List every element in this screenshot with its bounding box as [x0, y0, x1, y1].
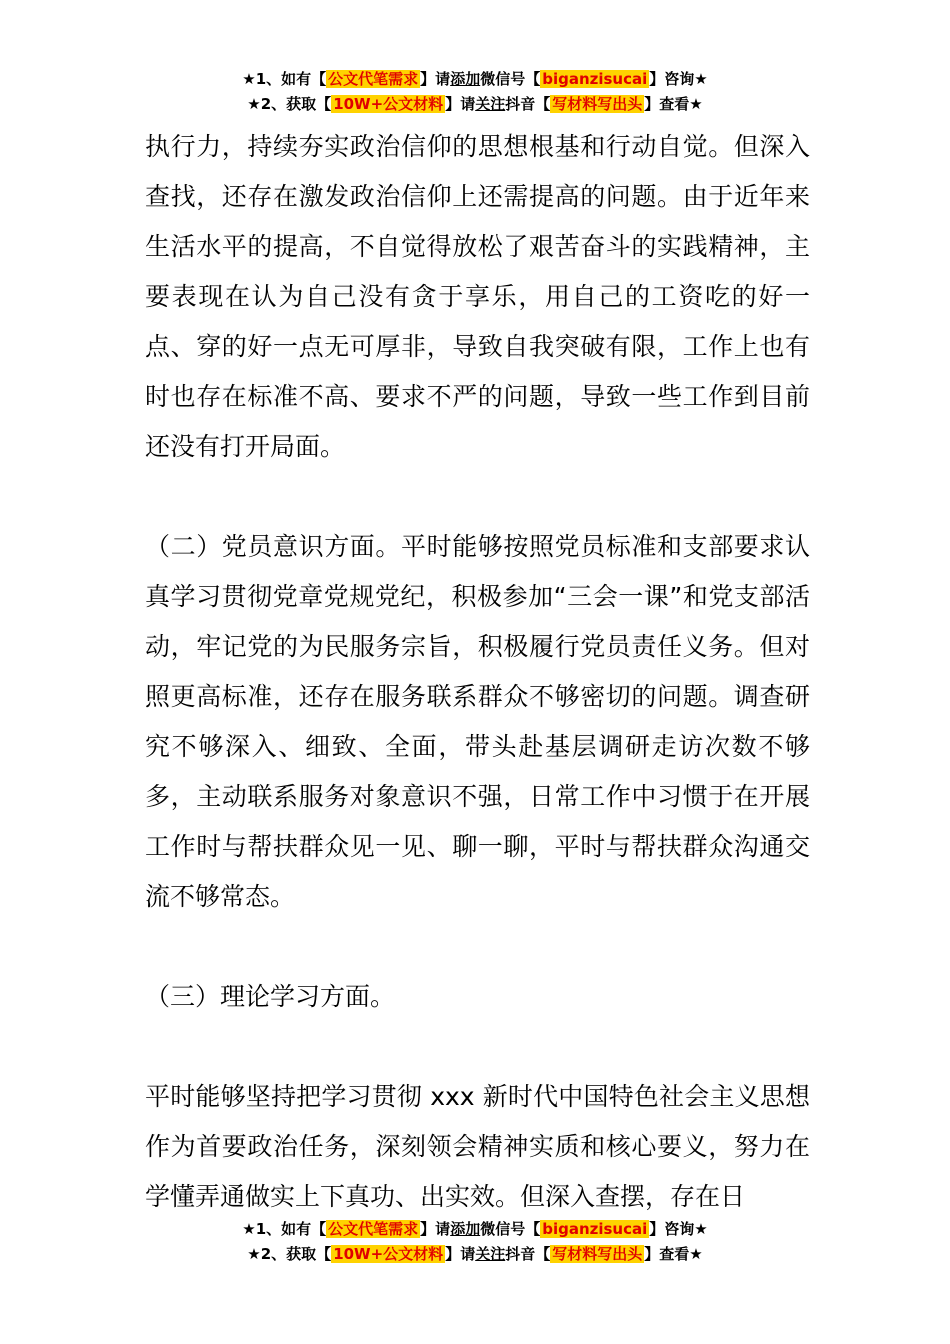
paragraph-gap	[145, 922, 810, 972]
banner-text: ★2、获取【	[247, 1245, 332, 1263]
banner-line-1	[0, 1217, 950, 1242]
banner-text: 】查看★	[644, 1245, 703, 1263]
highlight-service: 公文代笔需求	[328, 70, 419, 88]
banner-text: ★1、如有【	[242, 70, 327, 88]
section-heading-theory-study: （三）理论学习方面。	[145, 982, 396, 1011]
banner-text: 】请	[445, 1245, 476, 1263]
banner-text: 】请	[445, 95, 476, 113]
banner-text: 】咨询★	[649, 1220, 708, 1238]
highlight-materials: 10W+公文材料	[333, 95, 444, 113]
paragraph-theory-study: 平时能够坚持把学习贯彻 xxx 新时代中国特色社会主义思想作为首要政治任务，深刻领会精神实质和核心要义，努力在学懂弄通做实上下真功、出实效。但深入查摆，存在日	[145, 1082, 810, 1211]
banner-line-1	[0, 67, 950, 92]
paragraph-gap	[145, 472, 810, 522]
banner-text: ★1、如有【	[242, 1220, 327, 1238]
paragraph-political-belief: 执行力，持续夯实政治信仰的思想根基和行动自觉。但深入查找，还存在激发政治信仰上还需提高的问题。由于近年来生活水平的提高，不自觉得放松了艰苦奋斗的实践精神，主要表现在认为自己没有贪于享乐，用自己的工资吃的好一点、穿的好一点无可厚非，导致自我突破有限，工作上也有时也存在标准不高、要求不严的问题，导致一些工作到目前还没有打开局面。	[145, 132, 810, 461]
footer-banner	[0, 1217, 950, 1267]
banner-text: 微信号【	[480, 70, 541, 88]
highlight-wechat-id: biganzisucai	[542, 70, 648, 88]
banner-text: 抖音【	[505, 1245, 551, 1263]
banner-text: 】咨询★	[649, 70, 708, 88]
highlight-service: 公文代笔需求	[328, 1220, 419, 1238]
highlight-wechat-id: biganzisucai	[542, 1220, 648, 1238]
banner-text: 抖音【	[505, 95, 551, 113]
highlight-douyin-account: 写材料写出头	[552, 95, 643, 113]
header-banner	[0, 67, 950, 117]
paragraph-gap	[145, 1022, 810, 1072]
banner-line-2	[0, 92, 950, 117]
banner-line-2	[0, 1242, 950, 1267]
banner-text: 】查看★	[644, 95, 703, 113]
banner-text: ★2、获取【	[247, 95, 332, 113]
highlight-douyin-account: 写材料写出头	[552, 1245, 643, 1263]
highlight-materials: 10W+公文材料	[333, 1245, 444, 1263]
banner-underlined-text: 关注	[475, 1245, 506, 1263]
banner-text: 】请	[420, 70, 451, 88]
banner-underlined-text: 添加	[450, 1220, 481, 1238]
document-body	[145, 122, 810, 1222]
banner-text: 】请	[420, 1220, 451, 1238]
banner-underlined-text: 关注	[475, 95, 506, 113]
paragraph-party-awareness: （二）党员意识方面。平时能够按照党员标准和支部要求认真学习贯彻党章党规党纪，积极参加“三会一课”和党支部活动，牢记党的为民服务宗旨，积极履行党员责任义务。但对照更高标准，还存在服务联系群众不够密切的问题。调查研究不够深入、细致、全面，带头赴基层调研走访次数不够多，主动联系服务对象意识不强，日常工作中习惯于在开展工作时与帮扶群众见一见、聊一聊，平时与帮扶群众沟通交流不够常态。	[145, 532, 810, 911]
banner-underlined-text: 添加	[450, 70, 481, 88]
banner-text: 微信号【	[480, 1220, 541, 1238]
